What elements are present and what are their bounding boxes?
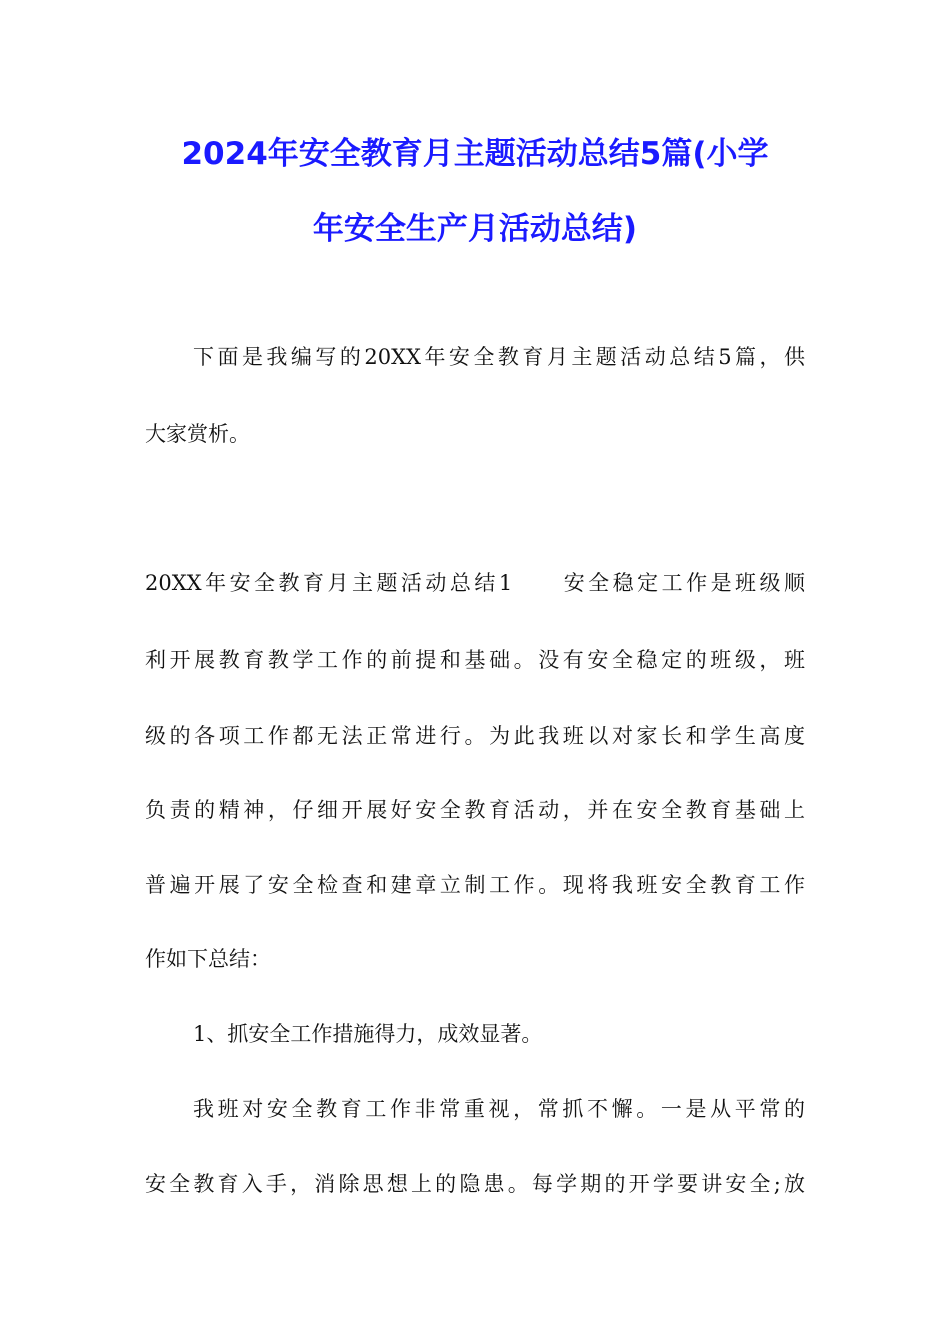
point-heading: 1、抓安全工作措施得力，成效显著。 [193,1022,543,1046]
paragraph-line: 普遍开展了安全检查和建章立制工作。现将我班安全教育工作 [145,873,805,897]
paragraph-line: 作如下总结： [145,947,271,971]
paragraph-line: 负责的精神，仔细开展好安全教育活动，并在安全教育基础上 [145,798,805,822]
paragraph-line: 利开展教育教学工作的前提和基础。没有安全稳定的班级，班 [145,648,805,672]
section-heading: 20XX年安全教育月主题活动总结1 [145,571,513,595]
section-heading-line [145,568,805,598]
intro-line-1: 下面是我编写的20XX年安全教育月主题活动总结5篇，供 [193,345,805,369]
intro-line-2: 大家赏析。 [145,422,250,446]
section-lead-text: 安全稳定工作是班级顺 [560,571,806,595]
document-title-line-2: 年安全生产月活动总结) [312,211,638,247]
paragraph-line: 安全教育入手，消除思想上的隐患。每学期的开学要讲安全;放 [145,1172,805,1196]
paragraph-line: 级的各项工作都无法正常进行。为此我班以对家长和学生高度 [145,724,805,748]
document-title-line-1: 2024年安全教育月主题活动总结5篇(小学 [181,136,769,172]
paragraph-line: 我班对安全教育工作非常重视，常抓不懈。一是从平常的 [193,1097,805,1121]
